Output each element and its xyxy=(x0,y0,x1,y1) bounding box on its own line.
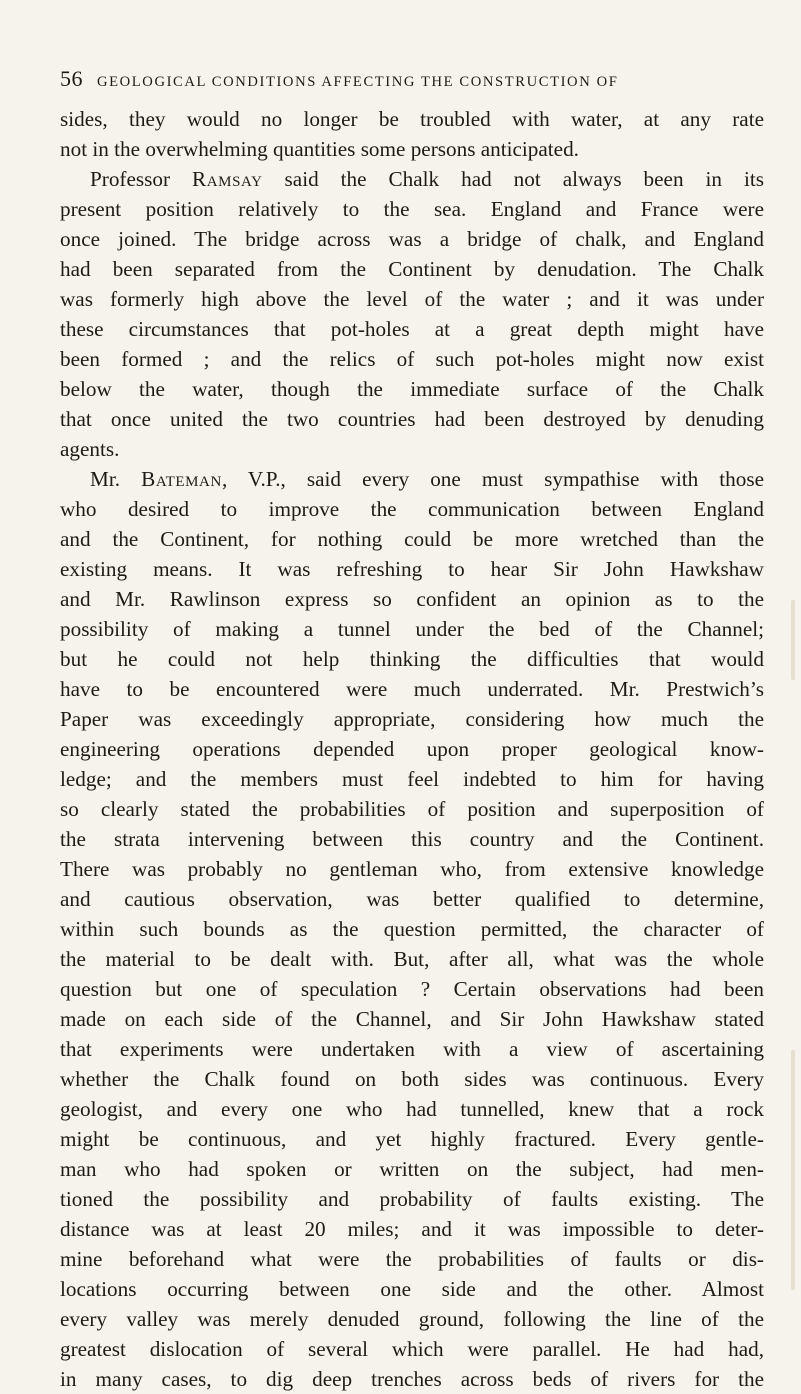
text-line: not in the overwhelming quantities some persons anticipated. xyxy=(60,137,579,161)
text-line: so clearly stated the probabilities of position and superposition of xyxy=(60,797,764,821)
text-line: that experiments were undertaken with a view of ascertaining xyxy=(60,1037,764,1061)
text-line: and the Continent, for nothing could be more wretched than the xyxy=(60,527,764,551)
text-line: engineering operations depended upon proper geological know- xyxy=(60,737,764,761)
speaker-name: Ramsay xyxy=(192,167,263,191)
text-line: and cautious observation, was better qualified to determine, xyxy=(60,887,764,911)
text-line: distance was at least 20 miles; and it was impossible to deter- xyxy=(60,1217,764,1241)
text-line: whether the Chalk found on both sides was continuous. Every xyxy=(60,1067,764,1091)
text-line: and Mr. Rawlinson express so confident an opinion as to the xyxy=(60,587,764,611)
text-line: man who had spoken or written on the subject, had men- xyxy=(60,1157,764,1181)
running-head-title: GEOLOGICAL CONDITIONS AFFECTING THE CONSTRUCTION OF xyxy=(97,74,619,90)
text-line: agents. xyxy=(60,437,120,461)
text-line-rest: V.P., said every one must sympathise with those xyxy=(247,467,764,491)
page-edge-shading xyxy=(791,600,795,680)
text-line-speaker-bateman: Mr. Bateman, V.P., said every one must sympathise with those xyxy=(90,467,764,491)
text-line: once joined. The bridge across was a bridge of chalk, and England xyxy=(60,227,764,251)
text-line-speaker-ramsay: Professor Ramsay said the Chalk had not always been in its xyxy=(90,167,764,191)
text-line: Paper was exceedingly appropriate, considering how much the xyxy=(60,707,764,731)
text-line: There was probably no gentleman who, from extensive knowledge xyxy=(60,857,764,881)
text-line: greatest dislocation of several which were parallel. He had had, xyxy=(60,1337,764,1361)
text-line: present position relatively to the sea. England and France were xyxy=(60,197,764,221)
text-line: locations occurring between one side and the other. Almost xyxy=(60,1277,764,1301)
text-line: ledge; and the members must feel indebted to him for having xyxy=(60,767,764,791)
text-line: these circumstances that pot-holes at a great depth might have xyxy=(60,317,764,341)
text-line: the strata intervening between this country and the Continent. xyxy=(60,827,764,851)
page-edge-shading xyxy=(791,1050,795,1290)
text-line: below the water, though the immediate surface of the Chalk xyxy=(60,377,764,401)
text-line-rest: said the Chalk had not always been in its xyxy=(284,167,764,191)
text-line: made on each side of the Channel, and Sir John Hawkshaw stated xyxy=(60,1007,764,1031)
text-line: have to be encountered were much underrated. Mr. Prestwich’s xyxy=(60,677,764,701)
text-line: might be continuous, and yet highly fractured. Every gentle- xyxy=(60,1127,764,1151)
running-head xyxy=(60,66,760,96)
body-text xyxy=(60,104,764,1394)
text-line: within such bounds as the question permitted, the character of xyxy=(60,917,764,941)
text-line: existing means. It was refreshing to hear Sir John Hawkshaw xyxy=(60,557,764,581)
text-line: in many cases, to dig deep trenches across beds of rivers for the xyxy=(60,1367,764,1391)
text-line: geologist, and every one who had tunnelled, knew that a rock xyxy=(60,1097,764,1121)
text-line: who desired to improve the communication between England xyxy=(60,497,764,521)
page-number: 56 xyxy=(60,66,83,91)
text-line: sides, they would no longer be troubled with water, at any rate xyxy=(60,107,764,131)
text-line: had been separated from the Continent by denudation. The Chalk xyxy=(60,257,764,281)
text-line: been formed ; and the relics of such pot-holes might now exist xyxy=(60,347,764,371)
text-line: possibility of making a tunnel under the bed of the Channel; xyxy=(60,617,764,641)
text-line: tioned the possibility and probability of faults existing. The xyxy=(60,1187,764,1211)
text-line: question but one of speculation ? Certain observations had been xyxy=(60,977,764,1001)
text-line: mine beforehand what were the probabilities of faults or dis- xyxy=(60,1247,764,1271)
text-line: every valley was merely denuded ground, following the line of the xyxy=(60,1307,764,1331)
text-line: was formerly high above the level of the water ; and it was under xyxy=(60,287,764,311)
text-line: but he could not help thinking the difficulties that would xyxy=(60,647,764,671)
text-line: the material to be dealt with. But, after all, what was the whole xyxy=(60,947,764,971)
speaker-name: Bateman xyxy=(141,467,222,491)
text-line: that once united the two countries had been destroyed by denuding xyxy=(60,407,764,431)
